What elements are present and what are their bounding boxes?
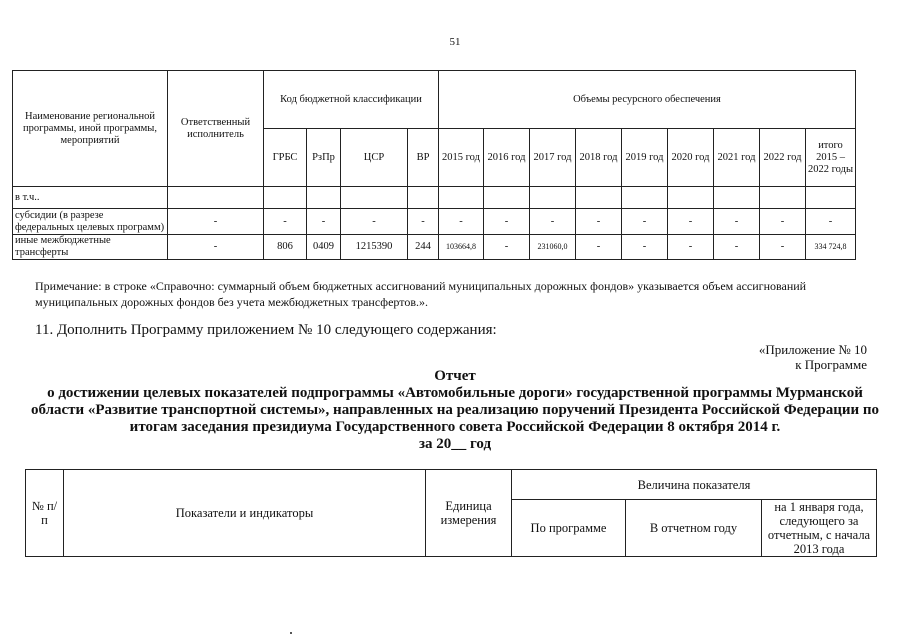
row-name: иные межбюджетные трансферты: [13, 235, 168, 260]
code-header: ЦСР: [341, 129, 408, 187]
col-unit-header: Единица измерения: [426, 470, 512, 557]
col-num-header: № п/п: [26, 470, 64, 557]
sub-col-header: По программе: [512, 500, 626, 557]
col-name-header: Наименование региональной программы, иной программы, мероприятий: [13, 71, 168, 187]
year-header: 2016 год: [484, 129, 530, 187]
code-header: ГРБС: [264, 129, 307, 187]
report-year: за 20__ год: [418, 436, 492, 452]
note-text: Примечание: в строке «Справочно: суммарный объем бюджетных ассигнований муниципальных дорожных фондов» указывается объем ассигнований муниципальных дорожных фондов без учета межбюджетных трансфертов.».: [35, 279, 807, 309]
row-name: субсидии (в разрезе федеральных целевых программ): [13, 209, 168, 235]
year-header: 2021 год: [714, 129, 760, 187]
col-volume-header: Объемы ресурсного обеспечения: [439, 71, 856, 129]
col-indicators-header: Показатели и индикаторы: [64, 470, 426, 557]
sub-col-header: на 1 января года, следующего за отчетным, с начала 2013 года: [762, 500, 877, 557]
appendix-label: «Приложение № 10 к Программе: [758, 342, 867, 372]
total-header: итого 2015 – 2022 годы: [806, 129, 856, 187]
year-header: 2019 год: [622, 129, 668, 187]
table-row: субсидии (в разрезе федеральных целевых программ) - - - - - - - - - - - - - -: [13, 209, 856, 235]
table-row: иные межбюджетные трансферты - 806 0409 1215390 244 103664,8 - 231060,0 - - - - - 334 724,8: [13, 235, 856, 260]
year-header: 2020 год: [668, 129, 714, 187]
resource-table: [12, 70, 856, 260]
col-value-header: Величина показателя: [512, 470, 877, 500]
sub-col-header: В отчетном году: [626, 500, 762, 557]
col-code-header: Код бюджетной классификации: [264, 71, 439, 129]
year-header: 2018 год: [576, 129, 622, 187]
report-title-block: [20, 368, 890, 453]
year-header: 2022 год: [760, 129, 806, 187]
table-row: [13, 187, 856, 209]
page-number: 51: [449, 36, 461, 48]
code-header: ВР: [408, 129, 439, 187]
col-resp-header: Ответственный исполнитель: [168, 71, 264, 187]
report-subtitle: о достижении целевых показателей подпрограммы «Автомобильные дороги» государственной программы Мурманской области «Развитие транспортной системы», направленных на реализацию поручений Президента Российской Федерации по итогам заседания президиума Государственного совета Российской Федерации 8 октября 2014 г.: [30, 385, 880, 435]
code-header: РзПр: [307, 129, 341, 187]
year-header: 2015 год: [439, 129, 484, 187]
scan-dot: [290, 632, 292, 634]
report-title: Отчет: [434, 368, 476, 384]
row-name: в т.ч..: [13, 187, 168, 209]
indicators-table: [25, 469, 877, 557]
item-11-text: 11. Дополнить Программу приложением № 10 следующего содержания:: [35, 322, 497, 338]
year-header: 2017 год: [530, 129, 576, 187]
